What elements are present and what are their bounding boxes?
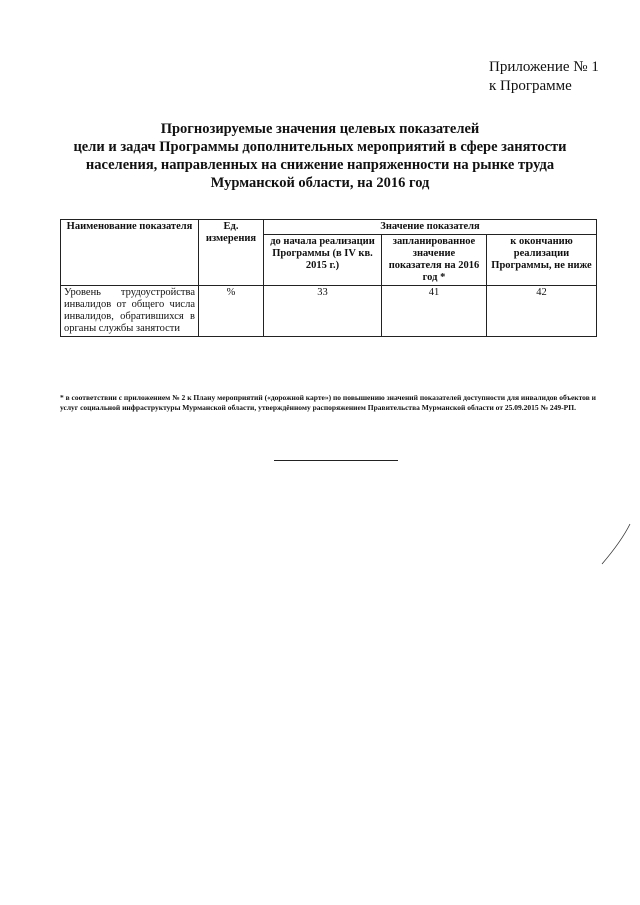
header-end: к окончанию реализации Программы, не ниже	[487, 235, 597, 286]
header-planned: запланированное значение показателя на 2016 год *	[382, 235, 487, 286]
pen-mark	[596, 520, 636, 570]
footnote: * в соответствии с приложением № 2 к Плану мероприятий («дорожной карте») по повышению значений показателей доступности для инвалидов объектов и услуг социальной инфраструктуры Мурманской области, утверждённому распоряжением Правительства Мурманской области от 25.09.2015 № 249-РП.	[60, 393, 596, 412]
title-line-4: Мурманской области, на 2016 год	[210, 175, 430, 191]
row-end: 42	[487, 286, 597, 337]
document-title	[60, 120, 580, 192]
title-line-2: цели и задач Программы дополнительных мероприятий в сфере занятости	[73, 139, 567, 155]
row-unit: %	[199, 286, 264, 337]
table-header-row	[61, 220, 597, 235]
appendix-program: к Программе	[489, 78, 572, 94]
indicators-table	[60, 219, 597, 337]
separator-line	[274, 460, 398, 461]
title-line-1: Прогнозируемые значения целевых показателей	[160, 121, 480, 137]
appendix-label	[489, 58, 599, 96]
row-planned: 41	[382, 286, 487, 337]
row-before: 33	[264, 286, 382, 337]
title-line-3: населения, направленных на снижение напряженности на рынке труда	[85, 157, 555, 173]
row-name: Уровень трудоустройства инвалидов от общего числа инвалидов, обратившихся в органы службы занятости	[61, 286, 199, 337]
table-row	[61, 286, 597, 337]
header-before: до начала реализации Программы (в IV кв. 2015 г.)	[264, 235, 382, 286]
header-unit: Ед. измерения	[199, 220, 264, 286]
header-name: Наименование показателя	[61, 220, 199, 286]
appendix-number: Приложение № 1	[489, 59, 599, 75]
header-value-group: Значение показателя	[264, 220, 597, 235]
